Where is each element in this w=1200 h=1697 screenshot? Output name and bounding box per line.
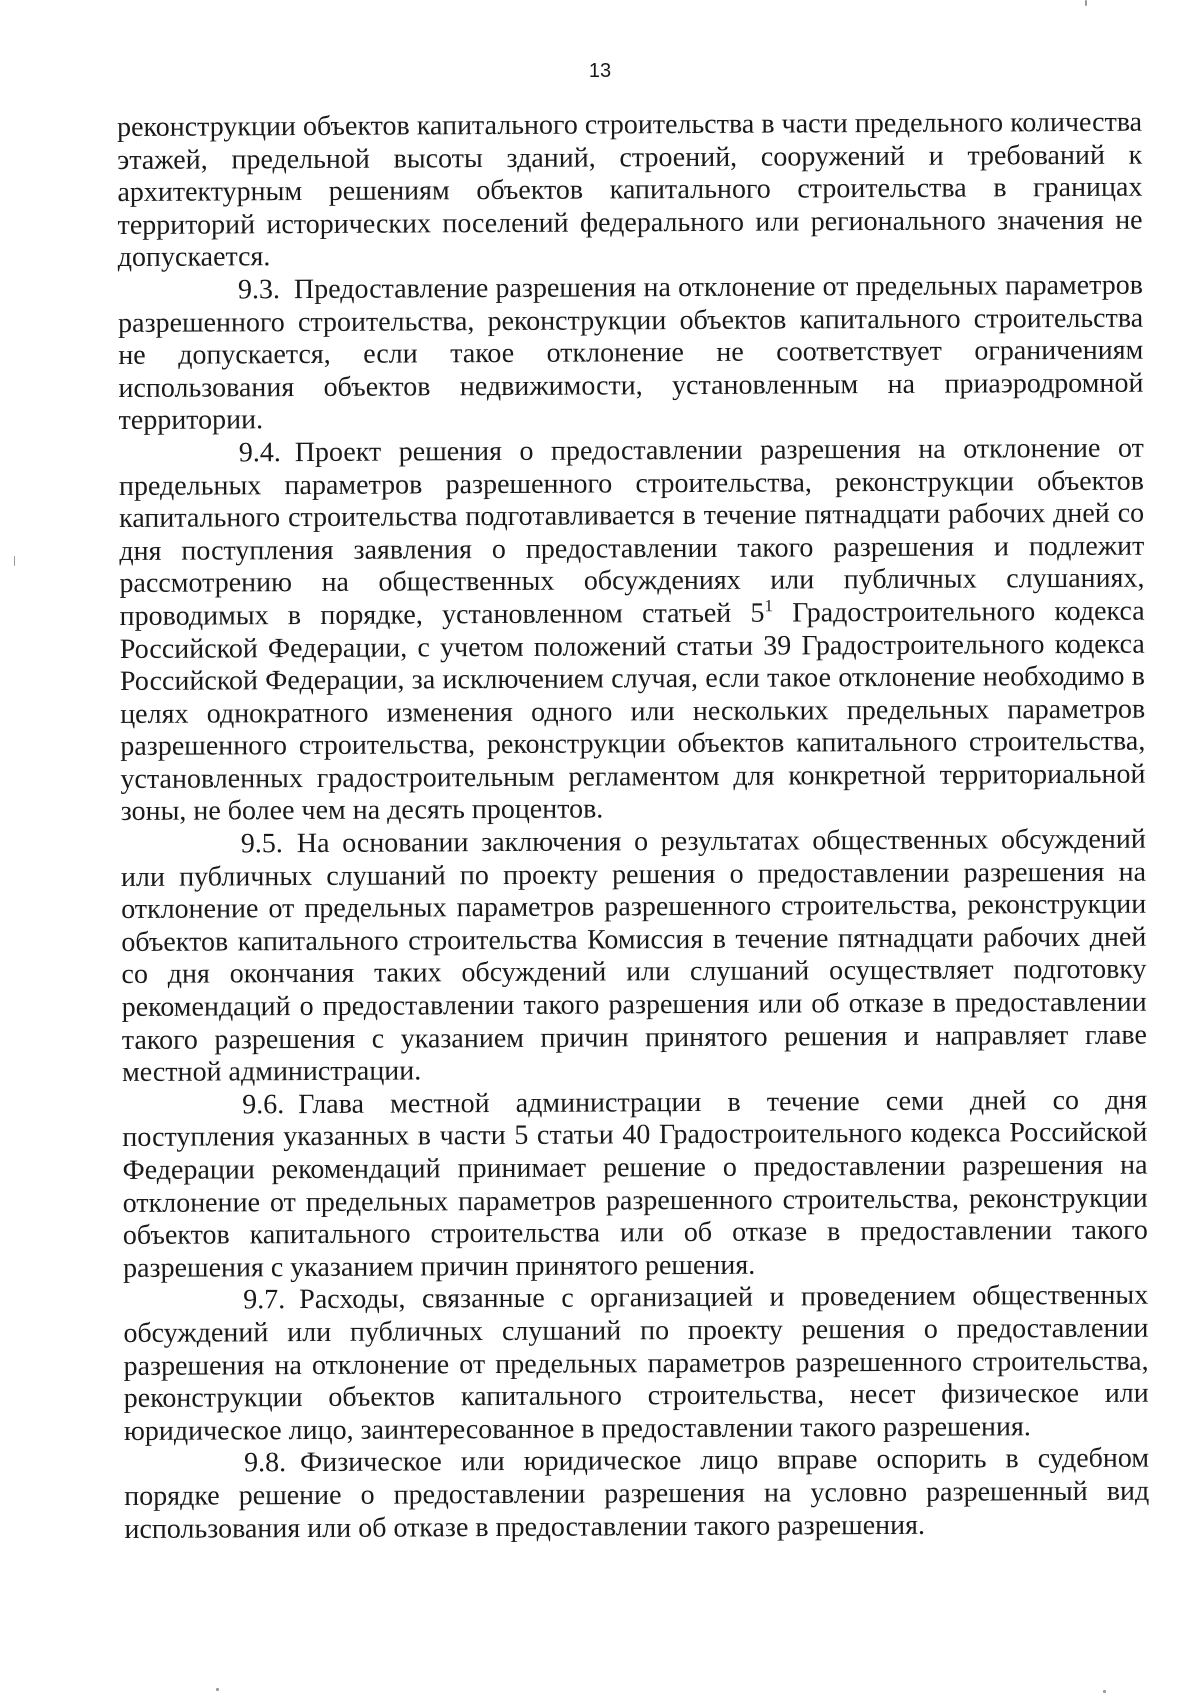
paragraph-number: 9.4.	[238, 437, 281, 469]
paragraph-9-3	[118, 270, 1144, 438]
paragraph-9-6	[122, 1084, 1148, 1285]
paragraph-text-continued: Градостроительного кодекса Российской Федерации, с учетом положений статьи 39 Градостроительного кодекса Российской Федерации, за исключением случая, если такое отклонение необходимо в целях однократного изменения одного или нескольких предельных параметров разрешенного строительства, реконструкции объектов капитального строительства, установленных градостроительным регламентом для конкретной территориальной зоны, не более чем на десять процентов.	[119, 595, 1146, 828]
paragraph-9-7	[123, 1280, 1149, 1448]
paragraph-9-8	[124, 1443, 1149, 1546]
paragraph-9-5	[121, 824, 1147, 1090]
page-number: 13	[588, 60, 612, 82]
intro-paragraph: реконструкции объектов капитального строительства в части предельного количества этажей, предельной высоты зданий, строений, сооружений и требований к архитектурным решениям объектов капитального строительства в границах территорий исторических поселений федерального или регионального значения не допускается.	[117, 106, 1143, 274]
paragraph-number: 9.6.	[242, 1088, 285, 1121]
paragraph-text: Предоставление разрешения на отклонение от предельных параметров разрешенного строительства, реконструкции объектов капитального строительства не допускается, если такое отклонение не соответствует ограничениям использования объектов недвижимости, установленным на приаэродромной территории.	[118, 269, 1144, 437]
scan-speck-bottom-left	[216, 1688, 219, 1691]
paragraph-text: Физическое или юридическое лицо вправе оспорить в судебном порядке решение о предоставлении разрешения на условно разрешенный вид использования или об отказе в предоставлении такого разрешения.	[124, 1442, 1150, 1545]
paragraph-text: Глава местной администрации в течение семи дней со дня поступления указанных в части 5 статьи 40 Градостроительного кодекса Российской Федерации рекомендаций принимает решение о предоставлении разрешения на отклонение от предельных параметров разрешенного строительства, реконструкции объектов капитального строительства или об отказе в предоставлении такого разрешения с указанием причин принятого решения.	[122, 1084, 1148, 1284]
scan-speck-top-right	[1085, 0, 1087, 6]
paragraph-number: 9.8.	[243, 1447, 287, 1479]
paragraph-number: 9.7.	[243, 1284, 286, 1316]
document-body	[117, 107, 1149, 1546]
paragraph-text: Проект решения о предоставлении разрешения на отклонение от предельных параметров разрешенного строительства, реконструкции объектов капитального строительства подготавливается в течение пятнадцати рабочих дней со дня поступления заявления о предоставлении такого разрешения и подлежит рассмотрению на общественных обсуждениях или публичных слушаниях, проводимых в порядке, установленном статьей 5	[118, 432, 1145, 632]
paragraph-number: 9.5.	[240, 828, 283, 860]
paragraph-text: Расходы, связанные с организацией и проведением общественных обсуждений или публичных слушаний по проекту решения о предоставлении разрешения на отклонение от предельных параметров разрешенного строительства, реконструкции объектов капитального строительства, несет физическое или юридическое лицо, заинтересованное в предоставлении такого разрешения.	[123, 1279, 1149, 1447]
scan-speck-bottom-right	[1103, 1690, 1106, 1693]
paragraph-9-4	[119, 433, 1146, 829]
paragraph-text: На основании заключения о результатах общественных обсуждений или публичных слушаний по проекту решения о предоставлении разрешения на отклонение от предельных параметров разрешенного строительства, реконструкции объектов капитального строительства Комиссия в течение пятнадцати рабочих дней со дня окончания таких обсуждений или слушаний осуществляет подготовку рекомендаций о предоставлении такого разрешения или об отказе в предоставлении такого разрешения с указанием причин принятого решения и направляет главе местной администрации.	[120, 823, 1147, 1089]
superscript-index: 1	[764, 596, 774, 616]
scan-speck-left-margin	[14, 556, 15, 566]
paragraph-number: 9.3.	[237, 274, 281, 306]
